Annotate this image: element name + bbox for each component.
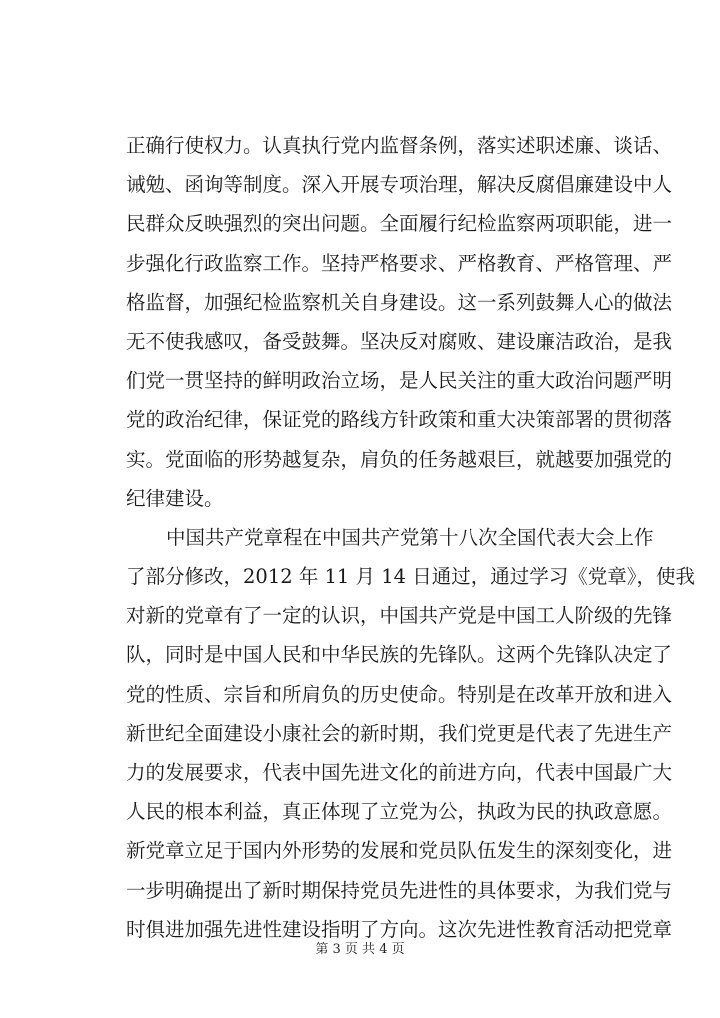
text-line: 党的性质、宗旨和所肩负的历史使命。特别是在改革开放和进入 (126, 682, 673, 706)
text-line: 人民的根本利益，真正体现了立党为公，执政为民的执政意愿。 (126, 800, 673, 824)
text-line: 正确行使权力。认真执行党内监督条例，落实述职述廉、谈话、 (126, 134, 673, 157)
text-line: 了部分修改，2012 年 11 月 14 日通过，通过学习《党章》，使我 (126, 565, 695, 589)
text-line: 步强化行政监察工作。坚持严格要求、严格教育、严格管理、严 (126, 251, 673, 275)
text-line: 无不使我感叹，备受鼓舞。坚决反对腐败、建设廉洁政治，是我 (126, 329, 673, 353)
text-line: 时俱进加强先进性建设指明了方向。这次先进性教育活动把党章 (126, 917, 673, 941)
text-line: 民群众反映强烈的突出问题。全面履行纪检监察两项职能，进一 (126, 212, 673, 236)
text-line: 新党章立足于国内外形势的发展和党员队伍发生的深刻变化，进 (126, 839, 673, 863)
page-number-footer: 第 3 页 共 4 页 (315, 942, 405, 957)
paragraph-end-line: 纪律建设。 (126, 486, 224, 510)
body-text (126, 126, 695, 949)
text-line: 诫勉、函询等制度。深入开展专项治理，解决反腐倡廉建设中人 (126, 173, 673, 197)
text-line: 队，同时是中国人民和中华民族的先锋队。这两个先锋队决定了 (126, 643, 673, 667)
text-line: 一步明确提出了新时期保持党员先进性的具体要求，为我们党与 (126, 878, 673, 902)
text-line: 力的发展要求，代表中国先进文化的前进方向，代表中国最广大 (126, 761, 673, 784)
text-line: 党的政治纪律，保证党的路线方针政策和重大决策部署的贯彻落 (126, 408, 673, 432)
text-line: 实。党面临的形势越复杂，肩负的任务越艰巨，就越要加强党的 (126, 447, 673, 471)
text-line: 格监督，加强纪检监察机关自身建设。这一系列鼓舞人心的做法 (126, 290, 673, 314)
text-line: 新世纪全面建设小康社会的新时期，我们党更是代表了先进生产 (126, 721, 673, 745)
text-line: 对新的党章有了一定的认识，中国共产党是中国工人阶级的先锋 (126, 604, 673, 628)
text-line: 们党一贯坚持的鲜明政治立场，是人民关注的重大政治问题严明 (126, 369, 673, 393)
paragraph-first-line: 中国共产党章程在中国共产党第十八次全国代表大会上作 (166, 525, 654, 549)
